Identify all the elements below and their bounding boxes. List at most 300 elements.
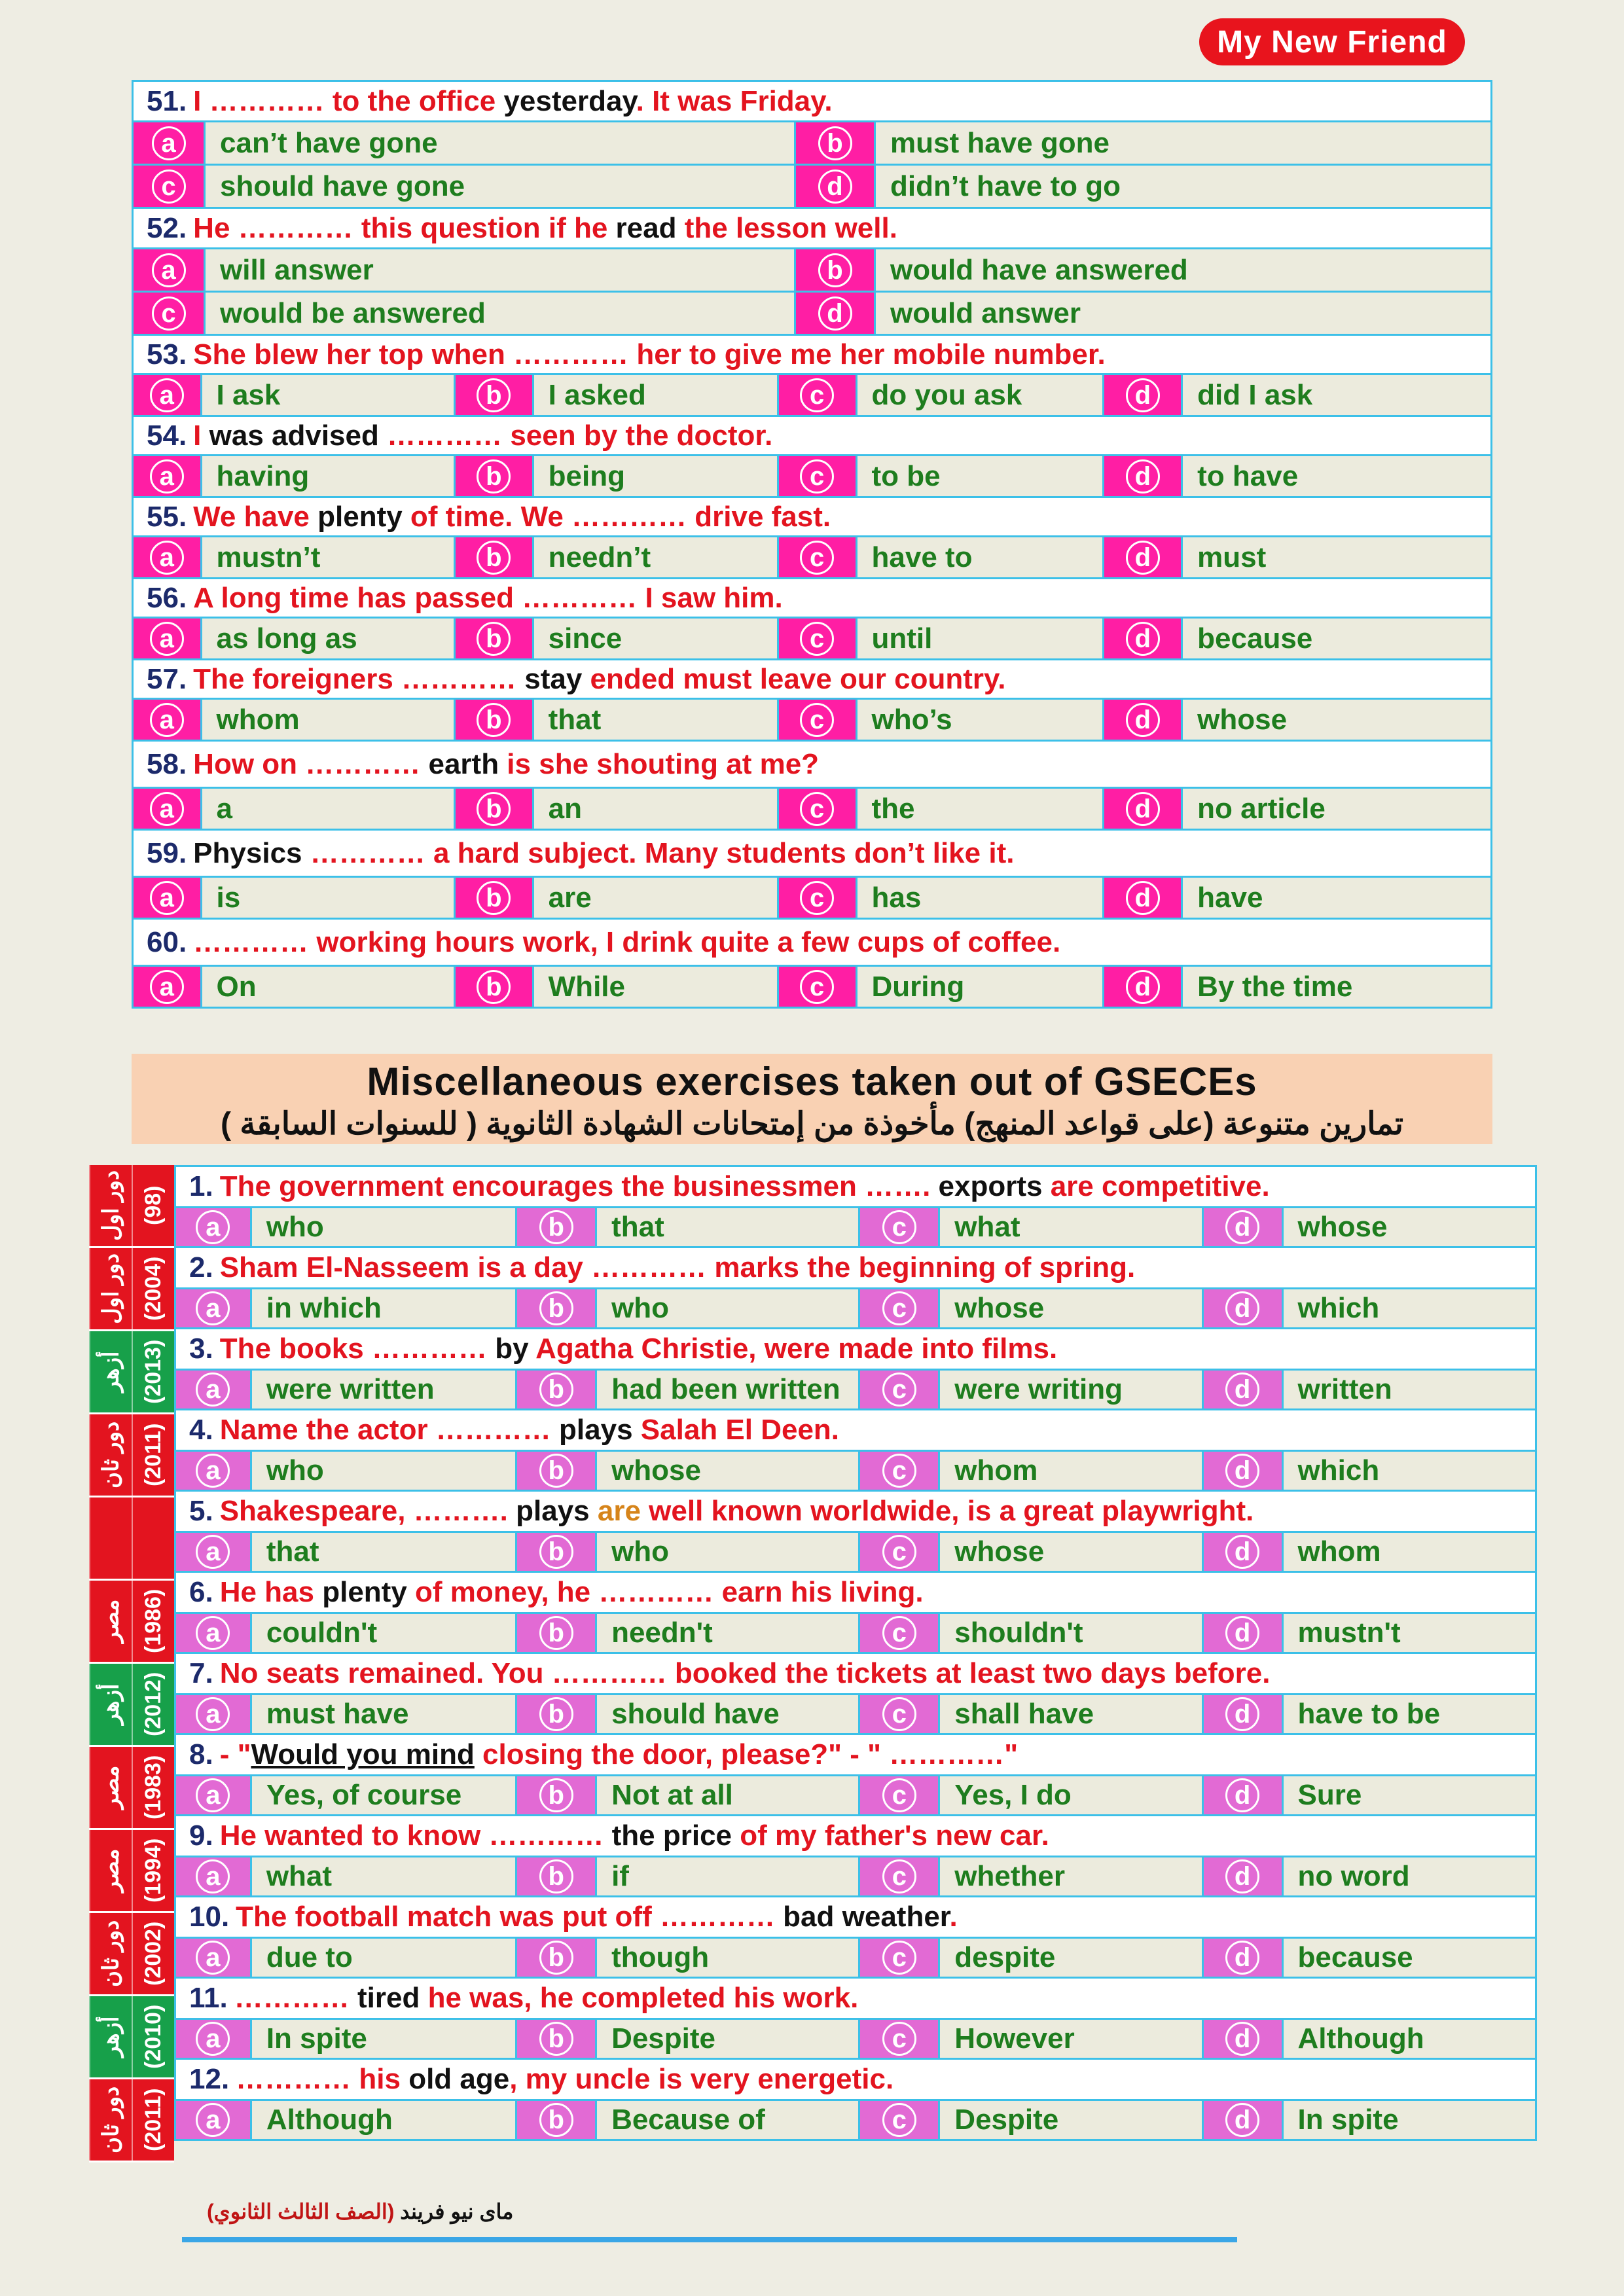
- option-c-marker[interactable]: [860, 1533, 940, 1571]
- option-a-icon: a: [196, 1535, 230, 1569]
- option-row: [176, 1776, 1537, 1816]
- question-segment: How on …………: [193, 747, 429, 780]
- exercise-table-part1: [132, 80, 1492, 1009]
- option-text: should have: [597, 1695, 860, 1733]
- option-d-marker[interactable]: [1204, 1614, 1284, 1652]
- option-text: no word: [1297, 1860, 1410, 1892]
- option-b-icon: b: [818, 253, 852, 287]
- option-b-marker[interactable]: [517, 1614, 597, 1652]
- option-c-marker[interactable]: [860, 1939, 940, 1977]
- option-d-marker[interactable]: [1104, 700, 1183, 740]
- option-b-icon: b: [539, 1941, 573, 1975]
- question-text: [193, 501, 831, 533]
- option-row: [176, 1371, 1537, 1410]
- option-b-icon: b: [818, 126, 852, 160]
- option-c-marker[interactable]: [779, 878, 857, 918]
- option-b-marker[interactable]: [517, 1939, 597, 1977]
- option-a-marker[interactable]: [176, 1695, 252, 1733]
- question-segment: plenty: [322, 1576, 407, 1608]
- option-d-icon: d: [1126, 970, 1160, 1004]
- option-row: [134, 878, 1492, 920]
- option-text: a: [202, 789, 456, 829]
- option-c-icon: c: [882, 1454, 916, 1488]
- option-b-marker[interactable]: [517, 1208, 597, 1246]
- question-row: [134, 660, 1492, 700]
- question-segment: He wanted to know …………: [219, 1820, 612, 1852]
- source-label: [89, 2079, 174, 2162]
- question-text: [220, 1738, 1018, 1771]
- option-b-marker[interactable]: [456, 619, 534, 658]
- option-b-marker[interactable]: [796, 249, 876, 291]
- question-text: [193, 663, 1005, 696]
- option-a-marker[interactable]: [176, 1371, 252, 1408]
- question-segment: Physics: [193, 836, 302, 869]
- option-c-marker[interactable]: [779, 537, 857, 577]
- question-segment: of time. We ………… drive fast.: [402, 500, 831, 533]
- option-a-marker[interactable]: [134, 967, 202, 1007]
- option-a-marker[interactable]: [134, 878, 202, 918]
- option-d-marker[interactable]: [1104, 537, 1183, 577]
- source-session: مصر: [89, 1581, 132, 1662]
- option-c-marker[interactable]: [134, 166, 206, 207]
- question-text: [220, 1333, 1058, 1365]
- question-segment: Would you mind: [251, 1738, 475, 1770]
- option-text: However: [940, 2020, 1203, 2058]
- question-text: [220, 1657, 1271, 1690]
- option-text: because: [1197, 622, 1313, 655]
- question-number: 60.: [147, 925, 187, 958]
- question-segment: Salah El Deen.: [632, 1414, 840, 1446]
- option-row: [134, 789, 1492, 831]
- option-text: because: [1297, 1941, 1413, 1973]
- source-year: (2011): [132, 1414, 174, 1496]
- option-text: whose: [940, 1533, 1203, 1571]
- option-b-icon: b: [539, 1210, 573, 1244]
- option-b-marker[interactable]: [517, 2020, 597, 2058]
- option-c-marker[interactable]: [860, 2101, 940, 2139]
- option-b-marker[interactable]: [517, 1695, 597, 1733]
- option-row: [176, 2101, 1537, 2141]
- option-text: being: [534, 456, 779, 496]
- section-title: Miscellaneous exercises taken out of GSECEs: [367, 1060, 1257, 1103]
- source-label: [89, 1664, 174, 1747]
- option-row: [134, 967, 1492, 1009]
- option-c-icon: c: [800, 792, 834, 826]
- option-text: do you ask: [857, 375, 1105, 415]
- footer-divider: [182, 2237, 1237, 2242]
- option-c-marker[interactable]: [779, 789, 857, 829]
- option-text: who: [252, 1208, 517, 1246]
- option-a-icon: a: [196, 1372, 230, 1407]
- option-c-icon: c: [800, 541, 834, 575]
- question-text: [193, 582, 783, 615]
- option-text: would answer: [890, 296, 1081, 329]
- option-b-marker[interactable]: [517, 1371, 597, 1408]
- option-b-icon: b: [477, 792, 511, 826]
- question-segment: plays: [516, 1495, 590, 1527]
- option-c-marker[interactable]: [779, 700, 857, 740]
- question-segment: Agatha Christie, were made into films.: [528, 1333, 1058, 1365]
- option-b-icon: b: [539, 1859, 573, 1893]
- option-d-marker[interactable]: [796, 166, 876, 207]
- source-year: (2013): [132, 1331, 174, 1412]
- question-text: [193, 837, 1014, 870]
- option-text: must have: [252, 1695, 517, 1733]
- option-row: [134, 122, 1492, 166]
- option-d-marker[interactable]: [1204, 2020, 1284, 2058]
- option-c-marker[interactable]: [860, 1371, 940, 1408]
- option-a-marker[interactable]: [176, 1452, 252, 1490]
- source-label: [89, 1913, 174, 1996]
- question-text: [236, 2063, 893, 2096]
- option-row: [176, 1939, 1537, 1979]
- source-year: (98): [132, 1165, 174, 1246]
- source-session: مصر: [89, 1830, 132, 1911]
- option-c-marker[interactable]: [860, 1289, 940, 1327]
- option-text: the: [857, 789, 1105, 829]
- option-text: Despite: [597, 2020, 860, 2058]
- option-b-marker[interactable]: [796, 122, 876, 164]
- option-a-marker[interactable]: [134, 375, 202, 415]
- option-d-marker[interactable]: [1204, 1371, 1284, 1408]
- question-segment: Name the actor …………: [219, 1414, 560, 1446]
- question-segment: The government encourages the businessmen …….: [219, 1170, 939, 1202]
- option-text: whom: [1297, 1535, 1381, 1568]
- question-segment: He ………… this question if he: [193, 211, 616, 244]
- option-c-marker[interactable]: [860, 1614, 940, 1652]
- option-c-icon: c: [882, 1697, 916, 1731]
- source-label: [89, 1165, 174, 1248]
- question-row: [134, 82, 1492, 122]
- question-segment: , my uncle is very energetic.: [509, 2063, 894, 2095]
- option-d-icon: d: [1225, 1697, 1259, 1731]
- source-year: (2011): [132, 2079, 174, 2161]
- option-b-marker[interactable]: [456, 537, 534, 577]
- option-d-marker[interactable]: [1204, 1939, 1284, 1977]
- source-label: [89, 1498, 174, 1581]
- question-number: 2.: [189, 1251, 213, 1283]
- option-a-icon: a: [196, 1291, 230, 1325]
- question-text: [236, 1901, 958, 1933]
- source-year: (1983): [132, 1747, 174, 1828]
- question-segment: .: [949, 1901, 958, 1933]
- source-session: دور ثان: [89, 1913, 132, 1994]
- option-text: By the time: [1197, 970, 1353, 1003]
- option-c-icon: c: [882, 1859, 916, 1893]
- option-d-marker[interactable]: [1204, 1695, 1284, 1733]
- source-session: أزهر: [89, 1664, 132, 1745]
- option-text: In spite: [252, 2020, 517, 2058]
- option-d-icon: d: [818, 170, 852, 204]
- source-session: دور ثان: [89, 2079, 132, 2161]
- option-c-icon: c: [800, 459, 834, 493]
- option-row: [176, 1857, 1537, 1897]
- option-a-icon: a: [196, 2022, 230, 2056]
- option-d-marker[interactable]: [796, 293, 876, 334]
- option-text: have to be: [1297, 1698, 1441, 1730]
- option-d-marker[interactable]: [1204, 2101, 1284, 2139]
- source-session: أزهر: [89, 1331, 132, 1412]
- question-row: [176, 1167, 1537, 1208]
- option-c-icon: c: [882, 2103, 916, 2137]
- question-text: [220, 1251, 1136, 1284]
- section-subtitle-arabic: تمارين متنوعة (على قواعد المنهج) مأخوذة من إمتحانات الشهادة الثانوية ( للسنوات السابقة ): [221, 1107, 1403, 1141]
- source-label: [89, 1248, 174, 1331]
- option-text: that: [252, 1533, 517, 1571]
- question-segment: well known worldwide, is a great playwright.: [640, 1495, 1254, 1527]
- question-text: [193, 420, 772, 452]
- question-segment: . It was Friday.: [636, 84, 833, 117]
- option-row: [134, 456, 1492, 498]
- option-b-icon: b: [477, 378, 511, 412]
- option-row: [134, 537, 1492, 579]
- option-row: [134, 375, 1492, 417]
- option-a-icon: a: [152, 253, 186, 287]
- option-d-icon: d: [1126, 378, 1160, 412]
- question-row: [134, 336, 1492, 375]
- option-d-icon: d: [1225, 2022, 1259, 2056]
- option-c-icon: c: [800, 378, 834, 412]
- option-d-marker[interactable]: [1104, 967, 1183, 1007]
- option-c-icon: c: [882, 1535, 916, 1569]
- source-session: دور ثان: [89, 1414, 132, 1496]
- option-b-marker[interactable]: [517, 2101, 597, 2139]
- option-b-marker[interactable]: [456, 967, 534, 1007]
- question-segment: ………… working hours work, I drink quite a few cups of coffee.: [193, 925, 1061, 958]
- option-text: will answer: [206, 249, 796, 291]
- option-b-marker[interactable]: [517, 1533, 597, 1571]
- option-a-marker[interactable]: [176, 1533, 252, 1571]
- option-b-marker[interactable]: [517, 1289, 597, 1327]
- option-b-icon: b: [539, 1535, 573, 1569]
- option-c-marker[interactable]: [860, 1776, 940, 1814]
- option-d-marker[interactable]: [1204, 1208, 1284, 1246]
- question-text: [220, 1576, 924, 1609]
- option-b-marker[interactable]: [456, 878, 534, 918]
- option-d-marker[interactable]: [1104, 878, 1183, 918]
- question-number: 7.: [189, 1657, 213, 1689]
- option-text: had been written: [597, 1371, 860, 1408]
- option-text: who: [597, 1533, 860, 1571]
- option-text: whom: [940, 1452, 1203, 1490]
- option-a-marker[interactable]: [134, 249, 206, 291]
- question-segment: I ………… to the office: [193, 84, 504, 117]
- question-segment: plenty: [317, 500, 403, 533]
- option-b-icon: b: [539, 1291, 573, 1325]
- option-text: since: [534, 619, 779, 658]
- question-segment: stay: [524, 662, 583, 695]
- option-text: if: [597, 1857, 860, 1895]
- option-c-marker[interactable]: [860, 1452, 940, 1490]
- option-text: whose: [940, 1289, 1203, 1327]
- option-d-icon: d: [818, 296, 852, 331]
- option-d-icon: d: [1225, 1210, 1259, 1244]
- option-a-icon: a: [196, 1697, 230, 1731]
- option-d-icon: d: [1225, 1535, 1259, 1569]
- option-d-icon: d: [1126, 459, 1160, 493]
- source-session: دور اول: [89, 1165, 132, 1246]
- option-b-icon: b: [477, 703, 511, 737]
- option-a-marker[interactable]: [134, 789, 202, 829]
- question-number: 9.: [189, 1820, 213, 1852]
- option-row: [176, 1533, 1537, 1573]
- question-row: [176, 1329, 1537, 1371]
- option-text: needn't: [597, 1614, 860, 1652]
- option-b-marker[interactable]: [517, 1452, 597, 1490]
- option-text: did I ask: [1197, 378, 1313, 411]
- option-c-marker[interactable]: [860, 2020, 940, 2058]
- option-a-marker[interactable]: [176, 1857, 252, 1895]
- option-d-marker[interactable]: [1204, 1452, 1284, 1490]
- option-a-icon: a: [196, 1859, 230, 1893]
- source-year: (2012): [132, 1664, 174, 1745]
- option-text: in which: [252, 1289, 517, 1327]
- question-number: 8.: [189, 1738, 213, 1770]
- option-text: were written: [252, 1371, 517, 1408]
- question-segment: plays: [559, 1414, 633, 1446]
- option-d-marker[interactable]: [1104, 789, 1183, 829]
- section-header: [132, 1054, 1492, 1144]
- option-d-icon: d: [1225, 1454, 1259, 1488]
- option-b-icon: b: [539, 1454, 573, 1488]
- option-c-icon: c: [882, 1778, 916, 1812]
- brand-badge: My New Friend: [1199, 18, 1465, 65]
- option-d-marker[interactable]: [1104, 619, 1183, 658]
- option-b-icon: b: [539, 1697, 573, 1731]
- question-segment: He has: [219, 1576, 323, 1608]
- option-d-icon: d: [1225, 1616, 1259, 1650]
- option-b-marker[interactable]: [456, 456, 534, 496]
- option-b-marker[interactable]: [456, 700, 534, 740]
- option-b-marker[interactable]: [517, 1857, 597, 1895]
- question-text: [220, 1820, 1049, 1852]
- option-text: whose: [1297, 1211, 1388, 1243]
- option-text: that: [534, 700, 779, 740]
- option-d-marker[interactable]: [1104, 375, 1183, 415]
- option-a-marker[interactable]: [176, 1939, 252, 1977]
- option-a-icon: a: [150, 378, 184, 412]
- option-text: as long as: [202, 619, 456, 658]
- question-text: [193, 85, 832, 118]
- option-b-icon: b: [477, 541, 511, 575]
- option-text: Sure: [1297, 1779, 1362, 1811]
- option-d-marker[interactable]: [1204, 1776, 1284, 1814]
- option-d-marker[interactable]: [1104, 456, 1183, 496]
- option-b-icon: b: [539, 2103, 573, 2137]
- question-row: [134, 498, 1492, 537]
- option-text: would be answered: [206, 293, 796, 334]
- question-number: 3.: [189, 1333, 213, 1365]
- question-segment: The football match was put off …………: [236, 1901, 784, 1933]
- option-d-icon: d: [1126, 703, 1160, 737]
- option-a-icon: a: [196, 1454, 230, 1488]
- option-text: that: [597, 1208, 860, 1246]
- option-text: didn’t have to go: [890, 170, 1121, 202]
- option-a-marker[interactable]: [134, 700, 202, 740]
- option-text: who: [597, 1289, 860, 1327]
- option-text: are: [534, 878, 779, 918]
- option-b-icon: b: [477, 881, 511, 915]
- option-text: whose: [597, 1452, 860, 1490]
- option-c-marker[interactable]: [779, 456, 857, 496]
- option-text: Not at all: [597, 1776, 860, 1814]
- source-year: (2004): [132, 1248, 174, 1329]
- option-a-marker[interactable]: [134, 122, 206, 164]
- question-text: [193, 212, 897, 245]
- option-d-marker[interactable]: [1204, 1533, 1284, 1571]
- question-segment: ………… seen by the doctor.: [378, 419, 773, 452]
- option-row: [134, 249, 1492, 293]
- option-c-marker[interactable]: [779, 375, 857, 415]
- option-a-marker[interactable]: [176, 1776, 252, 1814]
- option-a-marker[interactable]: [134, 619, 202, 658]
- question-segment: tired: [357, 1982, 420, 2014]
- option-c-marker[interactable]: [134, 293, 206, 334]
- source-session: [89, 1498, 132, 1579]
- option-d-marker[interactable]: [1204, 1857, 1284, 1895]
- option-b-icon: b: [539, 1778, 573, 1812]
- option-c-marker[interactable]: [860, 1695, 940, 1733]
- option-text: have to: [857, 537, 1105, 577]
- option-c-icon: c: [882, 1616, 916, 1650]
- question-text: [220, 1414, 839, 1446]
- option-text: Because of: [597, 2101, 860, 2139]
- option-c-marker[interactable]: [860, 1857, 940, 1895]
- option-c-marker[interactable]: [779, 967, 857, 1007]
- option-b-marker[interactable]: [517, 1776, 597, 1814]
- option-a-marker[interactable]: [176, 1614, 252, 1652]
- option-text: Despite: [940, 2101, 1203, 2139]
- question-segment: ………… his: [236, 2063, 409, 2095]
- option-c-icon: c: [882, 1291, 916, 1325]
- option-a-marker[interactable]: [134, 537, 202, 577]
- option-text: no article: [1197, 792, 1326, 825]
- question-number: 59.: [147, 836, 187, 869]
- question-segment: yesterday: [503, 84, 636, 117]
- option-b-marker[interactable]: [456, 375, 534, 415]
- option-d-icon: d: [1126, 881, 1160, 915]
- question-segment: read: [615, 211, 677, 244]
- question-segment: Shakespeare, ……….: [219, 1495, 516, 1527]
- option-text: couldn't: [252, 1614, 517, 1652]
- question-row: [134, 209, 1492, 249]
- question-segment: Sham El-Nasseem is a day ………… marks the beginning of spring.: [219, 1251, 1136, 1283]
- option-c-marker[interactable]: [779, 619, 857, 658]
- option-a-icon: a: [196, 1210, 230, 1244]
- option-text: I ask: [202, 375, 456, 415]
- option-a-icon: a: [152, 126, 186, 160]
- option-d-marker[interactable]: [1204, 1289, 1284, 1327]
- option-text: must: [1197, 541, 1267, 573]
- option-text: what: [940, 1208, 1203, 1246]
- option-b-marker[interactable]: [456, 789, 534, 829]
- option-a-marker[interactable]: [176, 2020, 252, 2058]
- footer-grade: (الصف الثالث الثانوي): [207, 2200, 395, 2223]
- option-c-marker[interactable]: [860, 1208, 940, 1246]
- option-b-icon: b: [539, 2022, 573, 2056]
- option-a-marker[interactable]: [134, 456, 202, 496]
- question-number: 58.: [147, 747, 187, 780]
- option-a-marker[interactable]: [176, 1208, 252, 1246]
- question-segment: ended must leave our country.: [582, 662, 1006, 695]
- option-text: have: [1197, 881, 1263, 914]
- option-a-marker[interactable]: [176, 2101, 252, 2139]
- question-row: [176, 1735, 1537, 1776]
- option-a-marker[interactable]: [176, 1289, 252, 1327]
- option-text: Although: [1297, 2022, 1424, 2054]
- option-c-icon: c: [152, 170, 186, 204]
- question-row: [176, 1816, 1537, 1857]
